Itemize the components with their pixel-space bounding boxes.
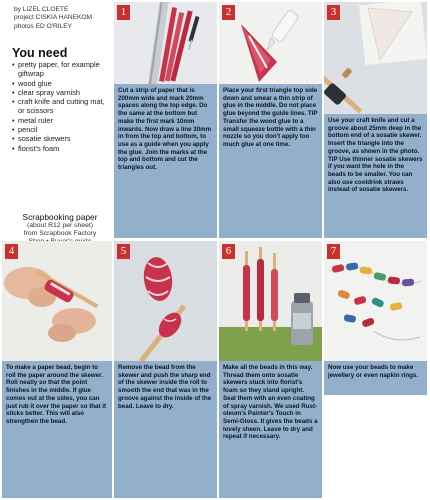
step-2-panel xyxy=(219,2,322,238)
step-1-instructions xyxy=(114,84,217,238)
materials-list xyxy=(12,60,112,153)
step-6-text: Make all the beads in this way. Thread them onto sosatie skewers stuck into florist's foam so they stand upright. Seal them with an even coating of spray varnish. We used Rust-oleum's Painter's Touch in Semi-Gloss. It gives the beads a lovely sheen. Leave to dry and repeat if necessary. xyxy=(223,364,318,441)
author-credit: by LIZEL CLOETE xyxy=(14,6,69,13)
step-4-illustration xyxy=(2,241,112,361)
step-7-text: Now use your beads to make jewellery or even napkin rings. xyxy=(328,364,419,379)
step-7-panel xyxy=(324,241,427,498)
scrapbooking-title: Scrapbooking paper xyxy=(22,212,98,222)
step-4-number: 4 xyxy=(5,244,18,259)
scrapbooking-price: (about R12 per sheet) xyxy=(26,222,94,229)
credits xyxy=(14,6,112,31)
step-6-panel xyxy=(219,241,322,498)
step-2-number: 2 xyxy=(222,5,235,20)
step-6-instructions xyxy=(219,361,322,498)
step-2-photo xyxy=(219,2,322,84)
step-4-panel xyxy=(2,241,112,498)
step-7-illustration xyxy=(324,241,427,361)
step-5-number: 5 xyxy=(117,244,130,259)
step-6-number: 6 xyxy=(222,244,235,259)
step-5-instructions xyxy=(114,361,217,498)
step-3-photo xyxy=(324,2,427,114)
step-7-number: 7 xyxy=(327,244,340,259)
step-6-photo xyxy=(219,241,322,361)
step-1-number: 1 xyxy=(117,5,130,20)
you-need-heading: You need xyxy=(12,46,68,60)
step-5-panel xyxy=(114,241,217,498)
material-item: • sosatie skewers xyxy=(12,134,112,143)
step-7-instructions xyxy=(324,361,427,395)
step-3-instructions xyxy=(324,114,427,238)
step-7-photo xyxy=(324,241,427,361)
material-item: • wood glue xyxy=(12,79,112,88)
scrapbooking-source: from Scrapbook Factory xyxy=(23,230,97,238)
step-5-illustration xyxy=(114,241,217,361)
step-5-text: Remove the bead from the skewer and push the sharp end of the skewer inside the roll to smooth the end that was in the groove against the inside of the bead. Leave to dry. xyxy=(118,364,212,410)
step-3-panel xyxy=(324,2,427,238)
material-item: • florist's foam xyxy=(12,144,112,153)
step-5-photo xyxy=(114,241,217,361)
project-credit: project CISKIA HANEKOM xyxy=(14,14,93,22)
step-3-number: 3 xyxy=(327,5,340,20)
step-1-photo xyxy=(114,2,217,84)
step-4-photo xyxy=(2,241,112,361)
step-3-text: Use your craft knife and cut a groove about 25mm deep in the bottom end of a sosatie skewer. Insert the triangle into the groove, as shown in the photo. TIP Use thinner sosatie skewers if you want the hole in the beads to be smaller. You can also use cooldrink straws instead of sosatie skewers. xyxy=(328,117,423,194)
material-item: • clear spray varnish xyxy=(12,88,112,97)
material-item: • metal ruler xyxy=(12,116,112,125)
material-item: • pretty paper, for example giftwrap xyxy=(12,60,112,79)
step-6-illustration xyxy=(219,241,322,361)
material-item: • pencil xyxy=(12,125,112,134)
step-1-panel xyxy=(114,2,217,238)
step-2-text: Place your first triangle top side down and smear a thin strip of glue in the middle. Do not place glue beyond the guide lines. TIP Transfer the wood glue to a small squeeze bottle with a thin nozzle so you don't apply too much glue at one time. xyxy=(223,87,318,148)
photo-credit: photos ED O'RILEY xyxy=(14,22,73,30)
material-item: • craft knife and cutting mat, or scissors xyxy=(12,97,112,116)
step-4-instructions xyxy=(2,361,112,498)
step-4-text: To make a paper bead, begin to roll the paper around the skewer. Roll neatly so that the point finishes in the middle. If glue comes out at the sides, you can just rub it over the paper so that it sticks better. This will also strengthen the bead. xyxy=(6,364,107,425)
step-2-instructions xyxy=(219,84,322,238)
step-1-text: Cut a strip of paper that is 200mm wide and mark 20mm spaces along the top edge. Do the same at the bottom but make the first mark 10mm inwards. Now draw a line 30mm in from the top and bottom, to use as a guide when you apply the glue. Join the marks at the top and bottom and cut the triangles out. xyxy=(118,87,212,172)
